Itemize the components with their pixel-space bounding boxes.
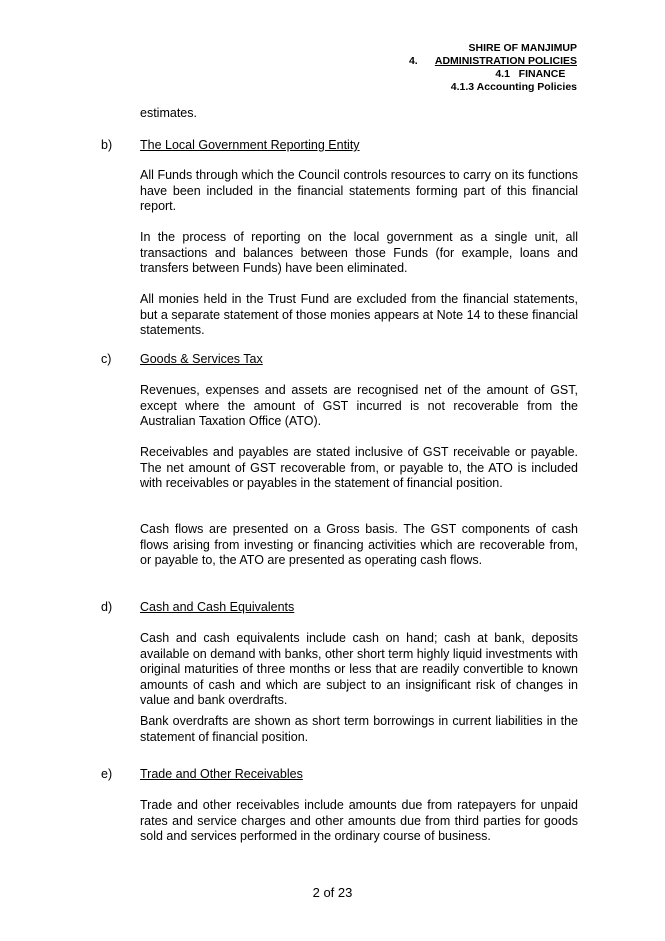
paragraph: Revenues, expenses and assets are recognised net of the amount of GST, except where the amount of GST incurred is not recoverable from the Australian Taxation Office (ATO). [140,383,578,428]
header-subsection: 4.1 FINANCE [495,68,566,80]
header-topic: 4.1.3 Accounting Policies [450,81,577,93]
paragraph: All Funds through which the Council controls resources to carry on its functions have been included in the financial statements forming part of this financial report. [140,168,578,213]
section-heading-cash: Cash and Cash Equivalents [140,600,295,614]
page-header [409,42,577,94]
section-heading-reporting-entity: The Local Government Reporting Entity [140,138,360,152]
page-number: 2 of 23 [312,885,353,900]
section-letter-d: d) [101,600,113,614]
header-org: SHIRE OF MANJIMUP [468,42,577,54]
header-section [409,55,577,68]
paragraph: Trade and other receivables include amounts due from ratepayers for unpaid rates and service charges and other amounts due from third parties for goods sold and services performed in the ordinary course of business. [140,798,578,843]
section-heading-gst: Goods & Services Tax [140,352,263,366]
section-letter-e: e) [101,767,113,781]
paragraph: Cash and cash equivalents include cash on hand; cash at bank, deposits available on demand with banks, other short term highly liquid investments with original maturities of three months or less that are readily convertible to known amounts of cash and which are subject to an insignificant risk of changes in value and bank overdrafts. [140,631,578,707]
header-section-number: 4. [408,55,418,67]
paragraph: Receivables and payables are stated inclusive of GST receivable or payable. The net amount of GST recoverable from, or payable to, the ATO is included with receivables or payables in the statement of financial position. [140,445,578,490]
paragraph: Cash flows are presented on a Gross basis. The GST components of cash flows arising from investing or financing activities which are recoverable from, or payable to, the ATO are presented as operating cash flows. [140,522,578,567]
paragraph: Bank overdrafts are shown as short term borrowings in current liabilities in the statement of financial position. [140,714,578,744]
paragraph: All monies held in the Trust Fund are excluded from the financial statements, but a separate statement of those monies appears at Note 14 to these financial statements. [140,292,578,337]
header-section-title: ADMINISTRATION POLICIES [434,55,577,67]
intro-text: estimates. [140,106,197,120]
section-letter-b: b) [101,138,113,152]
section-letter-c: c) [101,352,112,366]
paragraph: In the process of reporting on the local government as a single unit, all transactions and balances between those Funds (for example, loans and transfers between Funds) have been eliminated. [140,230,578,275]
section-heading-receivables: Trade and Other Receivables [140,767,303,781]
